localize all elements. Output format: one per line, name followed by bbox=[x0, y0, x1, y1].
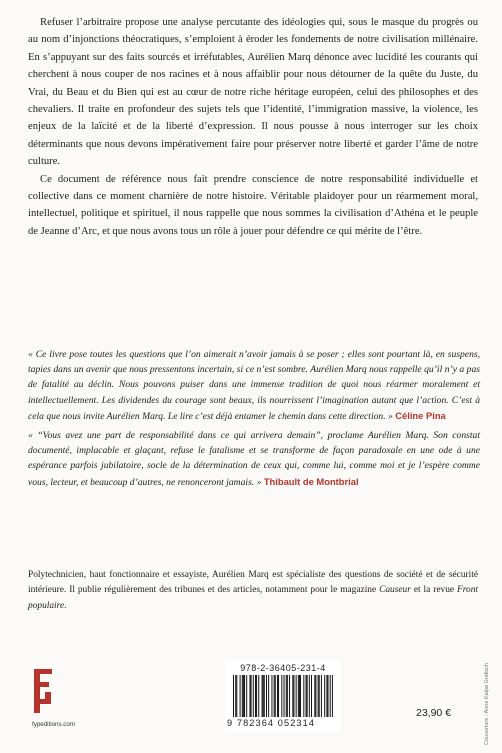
revue-title: Front populaire bbox=[28, 585, 478, 611]
description-paragraph-1: Refuser l’arbitraire propose une analyse percutante des idéologies qui, sous le masque du progrès ou au nom d’injonctions théocratiques, s’emploient à éroder les fondements de notre civilisation millénaire. En s’appuyant sur des faits sourcés et irréfutables, Aurélien Marq dénonce avec lucidité les courants qui cherchent à nous couper de nos racines et à nous affaiblir pour nous détourner de la quête du Juste, du Vrai, du Beau et du Bien qui est au cœur de notre riche héritage européen, celui des philosophes et des chevaliers. Il traite en profondeur des sujets tels que l’identité, l’immigration massive, la violence, les enjeux de la laïcité et de la liberté d’expression. Il nous pousse à nous interroger sur les choix déterminants que nous devons impérativement faire pour préserver notre liberté et garder l’âme de notre culture. bbox=[28, 17, 478, 168]
endorsement-quote-1 bbox=[28, 347, 480, 424]
endorsement-quotes bbox=[28, 347, 480, 494]
quote-text: « Ce livre pose toutes les questions que l’on aimerait n’avoir jamais à se poser ; elles sont pourtant là, en suspens, tapies dans un avenir que nous pressentons incertain, si ce n’est sombre. Aurélien Marq nous rappelle qu’il n’y a pas de fatalité au déclin. Nous pouvons puiser dans une immense tradition de quoi nous réarmer moralement et intellectuellement. Les dividendes du courage sont beaux, ils nourrissent l’imagination autant que l’action. C’est à cela que nous invite Aurélien Marq. Le lire c’est déjà entamer le chemin dans cette direction. » bbox=[28, 349, 480, 422]
cover-credit: Couverture : Anne Kalpa Grafisch bbox=[484, 663, 490, 745]
publisher-website: fypeditions.com bbox=[32, 721, 75, 728]
quote-author: Céline Pina bbox=[395, 409, 446, 421]
price: 23,90 € bbox=[416, 707, 452, 719]
fyp-logo-icon bbox=[32, 668, 54, 714]
description-paragraph-2: Ce document de référence nous fait prendre conscience de notre responsabilité individuelle et collective dans ce moment charnière de notre histoire. Véritable plaidoyer pour un réarmement moral, intellectuel, politique et spirituel, il nous rappelle que nous sommes la civilisation d’Athéna et le peuple de Jeanne d’Arc, et que nous avons tous un rôle à jouer pour défendre ce qui mérite de l’être. bbox=[28, 173, 478, 237]
publisher-logo bbox=[32, 668, 54, 719]
isbn-barcode bbox=[225, 660, 341, 732]
barcode-graphic bbox=[233, 675, 333, 717]
quote-text: « “Vous avez une part de responsabilité dans ce qui arrivera demain”, proclame Aurélien Marq. Son constat documenté, implacable et glaçant, refuse le fatalisme et se transforme de façon paradoxale en une ode à une espérance parfois jubilatoire, socle de la détermination de ceux qui, comme lui, comme moi et je l’espère comme vous, lecteur, et beaucoup d’autres, ne renonceront jamais. » bbox=[28, 430, 480, 488]
ean-digits: 9 782364 052314 bbox=[227, 718, 316, 728]
magazine-title: Causeur bbox=[379, 585, 411, 596]
isbn-number: 978-2-36405-231-4 bbox=[240, 663, 326, 673]
endorsement-quote-2 bbox=[28, 428, 480, 490]
quote-author: Thibault de Montbrial bbox=[263, 475, 359, 487]
back-cover-description bbox=[28, 14, 478, 240]
author-bio: Polytechnicien, haut fonctionnaire et essayiste, Aurélien Marq est spécialiste des questions de société et de sécurité intérieure. Il publie régulièrement des tribunes et des articles, notamment pour le magazine Causeur et la revue Front populaire. bbox=[28, 570, 478, 611]
